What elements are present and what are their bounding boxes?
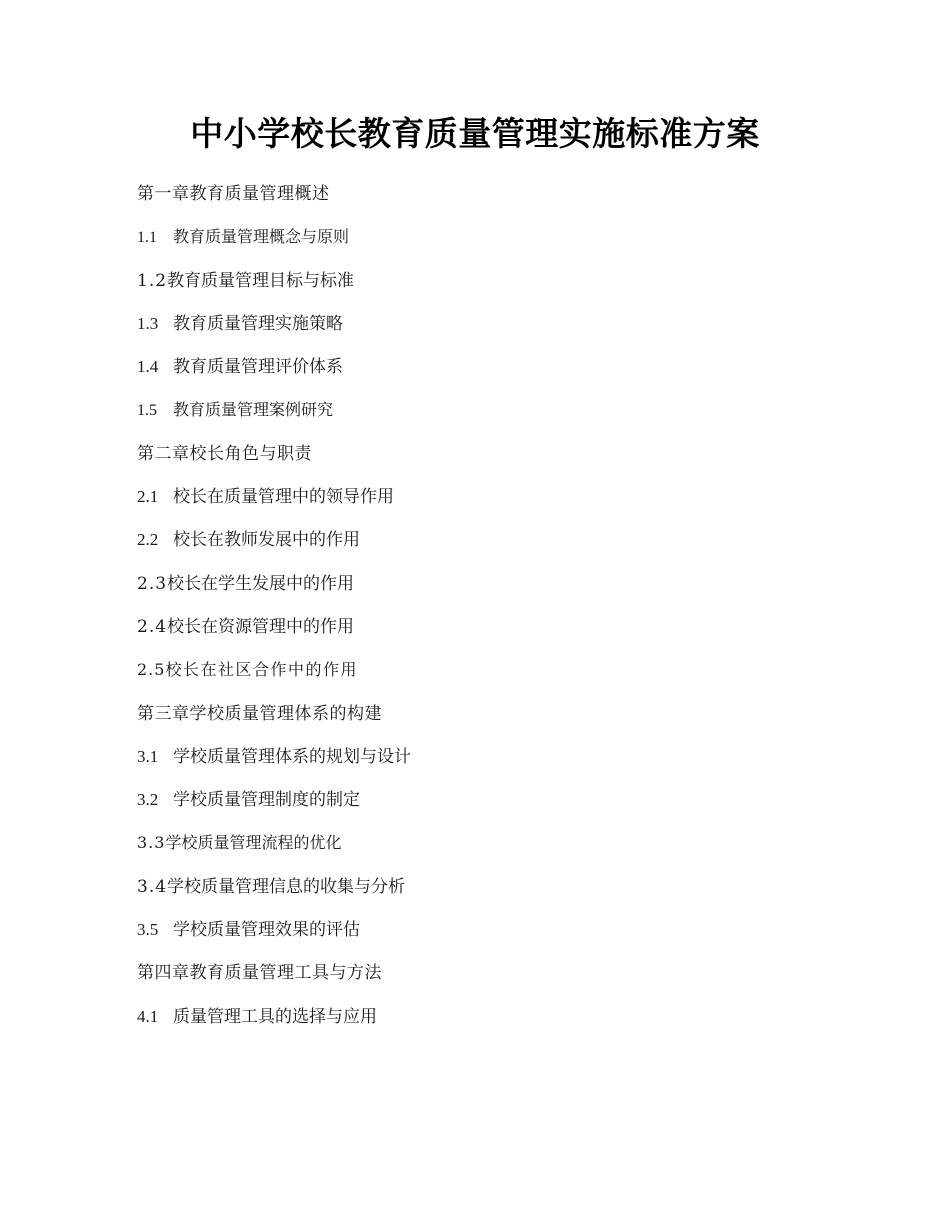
toc-section-3-5 (137, 916, 837, 959)
toc-entry-text: 校长在学生发展中的作用 (167, 573, 355, 594)
toc-section-2-3 (137, 570, 837, 613)
toc-entry-text: 学校质量管理制度的制定 (173, 790, 360, 811)
toc-entry-number: 4.1 (137, 1006, 159, 1026)
toc-chapter-3 (137, 700, 837, 743)
toc-entry-number: 1.3 (137, 313, 159, 333)
toc-entry-text: 教育质量管理实施策略 (173, 313, 343, 334)
toc-entry-number: 3.3 (137, 833, 166, 853)
toc-section-1-2 (137, 267, 837, 310)
toc-entry-text: 学校质量管理效果的评估 (173, 920, 360, 941)
toc-entry-text: 教育质量管理概念与原则 (173, 227, 350, 247)
toc-chapter-2 (137, 440, 837, 483)
toc-entry-text: 第四章教育质量管理工具与方法 (137, 963, 382, 984)
toc-section-3-1 (137, 743, 837, 786)
document-title: 中小学校长教育质量管理实施标准方案 (190, 114, 760, 153)
toc-entry-number: 2.1 (137, 487, 159, 507)
toc-entry-text: 学校质量管理流程的优化 (165, 833, 342, 853)
toc-entry-number: 3.5 (137, 920, 159, 940)
toc-entry-number: 3.1 (137, 746, 159, 766)
toc-section-1-4 (137, 353, 837, 396)
table-of-contents (137, 180, 837, 1046)
toc-section-4-1 (137, 1003, 837, 1046)
toc-section-3-4 (137, 873, 837, 916)
toc-entry-number: 2.5 (137, 660, 166, 680)
toc-entry-text: 教育质量管理目标与标准 (167, 270, 355, 291)
toc-entry-text: 第三章学校质量管理体系的构建 (137, 703, 382, 724)
toc-entry-text: 教育质量管理案例研究 (173, 400, 334, 420)
toc-entry-number: 1.1 (137, 229, 157, 247)
toc-section-1-3 (137, 310, 837, 353)
toc-entry-number: 2.4 (137, 616, 168, 637)
toc-section-2-4 (137, 613, 837, 656)
toc-entry-text: 校长在资源管理中的作用 (167, 616, 355, 637)
toc-section-3-2 (137, 786, 837, 829)
toc-entry-text: 校长在教师发展中的作用 (173, 530, 360, 551)
toc-section-1-1 (137, 223, 837, 266)
toc-section-1-5 (137, 396, 837, 439)
toc-entry-text: 质量管理工具的选择与应用 (173, 1006, 377, 1027)
toc-chapter-4 (137, 959, 837, 1002)
toc-entry-text: 校长在社区合作中的作用 (165, 660, 358, 680)
toc-entry-number: 3.4 (137, 876, 168, 897)
toc-entry-number: 1.4 (137, 357, 159, 377)
toc-section-2-1 (137, 483, 837, 526)
toc-entry-number: 1.5 (137, 402, 157, 420)
toc-entry-text: 学校质量管理信息的收集与分析 (167, 876, 406, 897)
toc-entry-text: 教育质量管理评价体系 (173, 357, 343, 378)
toc-entry-text: 第一章教育质量管理概述 (137, 184, 330, 204)
toc-entry-text: 第二章校长角色与职责 (137, 443, 312, 464)
toc-entry-number: 1.2 (137, 270, 168, 291)
toc-section-2-2 (137, 526, 837, 569)
toc-entry-text: 学校质量管理体系的规划与设计 (173, 746, 411, 767)
toc-section-2-5 (137, 656, 837, 699)
toc-entry-text: 校长在质量管理中的领导作用 (173, 487, 394, 508)
toc-section-3-3 (137, 829, 837, 872)
toc-chapter-1 (137, 180, 837, 223)
toc-entry-number: 2.3 (137, 573, 168, 594)
toc-entry-number: 3.2 (137, 790, 159, 810)
toc-entry-number: 2.2 (137, 530, 159, 550)
